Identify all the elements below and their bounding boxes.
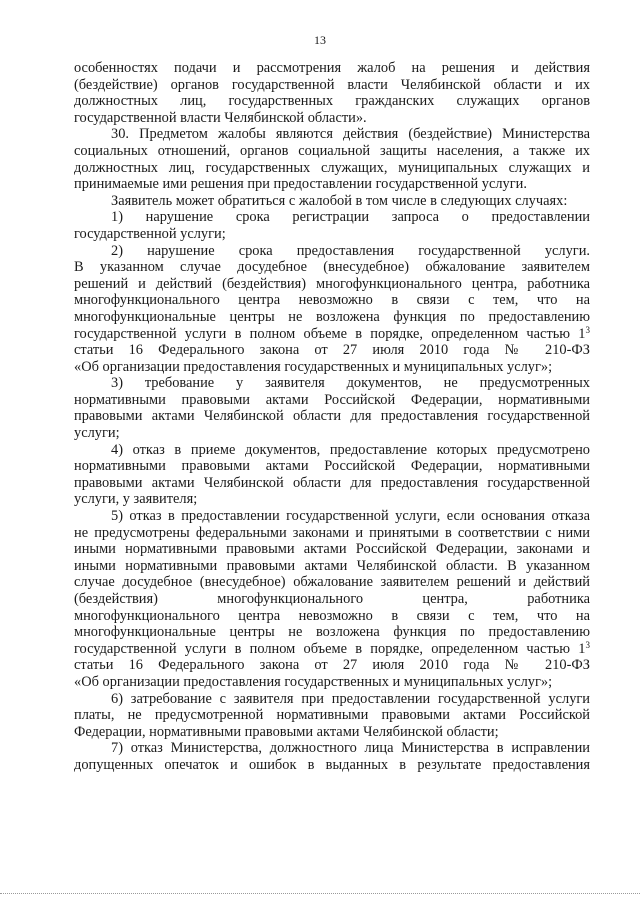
- text-line-content: 4) отказ в приеме документов, предоставление которых предусмотрено: [111, 441, 590, 458]
- text-line-content: правовыми актами Челябинской области для предоставления государственной: [74, 474, 590, 491]
- text-line: [74, 707, 590, 724]
- text-line: [74, 491, 590, 508]
- text-line-content: должностных лиц, государственных служащих, муниципальных служащих и: [74, 159, 590, 176]
- text-line: [74, 724, 590, 741]
- text-line: [74, 110, 590, 127]
- text-line: [74, 342, 590, 359]
- text-line-content: многофункциональные центры не возложена функция по предоставлению: [74, 308, 590, 325]
- text-line: [74, 691, 590, 708]
- text-line: [74, 475, 590, 492]
- text-line: [74, 641, 590, 658]
- text-line: [74, 624, 590, 641]
- text-line-content: допущенных опечаток и ошибок в выданных в результате предоставления: [74, 756, 590, 773]
- text-line-content: государственной услуги;: [74, 225, 226, 242]
- text-line-content: платы, не предусмотренной нормативными правовыми актами Российской: [74, 707, 590, 724]
- text-line: [74, 757, 590, 774]
- text-line-content: должностных лиц, государственных гражданских служащих органов: [74, 93, 590, 110]
- text-line-content: многофункционального центра невозможно в связи с тем, что на: [74, 607, 590, 624]
- text-line: [74, 608, 590, 625]
- page-number: 13: [314, 33, 326, 47]
- text-line-content: 7) отказ Министерства, должностного лица Министерства в исправлении: [111, 740, 590, 757]
- text-line: [74, 442, 590, 459]
- text-line: [74, 541, 590, 558]
- text-line: [74, 525, 590, 542]
- text-line: [74, 657, 590, 674]
- text-line: [74, 193, 590, 210]
- text-line: [74, 209, 590, 226]
- text-line: [74, 574, 590, 591]
- text-line-content: 30. Предметом жалобы являются действия (бездействие) Министерства: [111, 126, 590, 143]
- text-line-content: статьи 16 Федерального закона от 27 июля 2010 года № 210-ФЗ: [74, 657, 590, 674]
- text-line: [74, 292, 590, 309]
- text-line-content: многофункциональные центры не возложена функция по предоставлению: [74, 624, 590, 641]
- text-line: [74, 243, 590, 260]
- superscript: 3: [585, 639, 590, 650]
- text-line-content: 1) нарушение срока регистрации запроса о предоставлении: [111, 209, 590, 226]
- text-line: [74, 309, 590, 326]
- text-line-content: нормативными правовыми актами Российской Федерации, нормативными: [74, 391, 590, 408]
- text-line-content: услуги;: [74, 425, 120, 442]
- text-line: [74, 591, 590, 608]
- text-line: [74, 458, 590, 475]
- text-line: [74, 326, 590, 343]
- text-line: [74, 60, 590, 77]
- text-line: [74, 359, 590, 376]
- text-line-content: 5) отказ в предоставлении государственной услуги, если основания отказа: [111, 508, 590, 525]
- text-line-content: В указанном случае досудебное (внесудебное) обжалование заявителем: [74, 259, 590, 276]
- text-line: [74, 425, 590, 442]
- text-line-content: (бездействия) многофункционального центра, работника: [74, 591, 590, 607]
- text-line-content: иными нормативными правовыми актами Челябинской области. В указанном: [74, 557, 590, 574]
- text-line-content: 6) затребование с заявителя при предоставлении государственной услуги: [111, 690, 590, 707]
- text-line-content: государственной услуги в полном объеме в порядке, определенном частью 1: [74, 325, 586, 342]
- text-line-content: особенностях подачи и рассмотрения жалоб на решения и действия: [74, 60, 590, 76]
- text-line: [74, 126, 590, 143]
- text-line-content: «Об организации предоставления государственных и муниципальных услуг»;: [74, 358, 553, 375]
- text-line-content: 3) требование у заявителя документов, не предусмотренных: [111, 375, 590, 392]
- text-line-content: не предусмотрены федеральными законами и принятыми в соответствии с ними: [74, 524, 590, 541]
- text-line: [74, 740, 590, 757]
- text-line: [74, 558, 590, 575]
- text-line: [74, 276, 590, 293]
- text-line: [74, 674, 590, 691]
- text-line: [74, 408, 590, 425]
- text-line-content: (бездействие) органов государственной власти Челябинской области и их: [74, 76, 590, 93]
- text-line-content: правовыми актами Челябинской области для предоставления государственной: [74, 408, 590, 425]
- text-line-content: статьи 16 Федерального закона от 27 июля 2010 года № 210-ФЗ: [74, 342, 590, 359]
- text-line-content: принимаемые ими решения при предоставлении государственной услуги.: [74, 176, 527, 193]
- text-line: [74, 160, 590, 177]
- text-line-content: случае досудебное (внесудебное) обжалование заявителем решений и действий: [74, 574, 590, 591]
- text-line-content: решений и действий (бездействия) многофункционального центра, работника: [74, 275, 590, 292]
- text-line: [74, 508, 590, 525]
- body-text: [74, 60, 590, 774]
- text-line-content: многофункционального центра невозможно в связи с тем, что на: [74, 292, 590, 309]
- text-line-content: нормативными правовыми актами Российской Федерации, нормативными: [74, 458, 590, 475]
- text-line-content: Заявитель может обратиться с жалобой в том числе в следующих случаях:: [111, 192, 568, 209]
- text-line: [74, 392, 590, 409]
- text-line: [74, 176, 590, 193]
- text-line: [74, 259, 590, 276]
- text-line-content: Федерации, нормативными правовыми актами Челябинской области;: [74, 723, 499, 740]
- text-line-content: «Об организации предоставления государственных и муниципальных услуг»;: [74, 673, 553, 690]
- text-line: [74, 93, 590, 110]
- text-line-content: государственной власти Челябинской области».: [74, 109, 367, 126]
- text-line-content: социальных отношений, органов социальной защиты населения, а также их: [74, 142, 590, 159]
- text-line-content: иными нормативными правовыми актами Российской Федерации, законами и: [74, 541, 590, 558]
- text-line: [74, 375, 590, 392]
- text-line: [74, 77, 590, 94]
- text-line: [74, 226, 590, 243]
- superscript: 3: [585, 324, 590, 335]
- page-bottom-border: [0, 893, 640, 894]
- text-line: [74, 143, 590, 160]
- text-line-content: 2) нарушение срока предоставления государственной услуги.: [111, 242, 590, 259]
- text-line-content: государственной услуги в полном объеме в порядке, определенном частью 1: [74, 640, 586, 657]
- text-line-content: услуги, у заявителя;: [74, 491, 198, 508]
